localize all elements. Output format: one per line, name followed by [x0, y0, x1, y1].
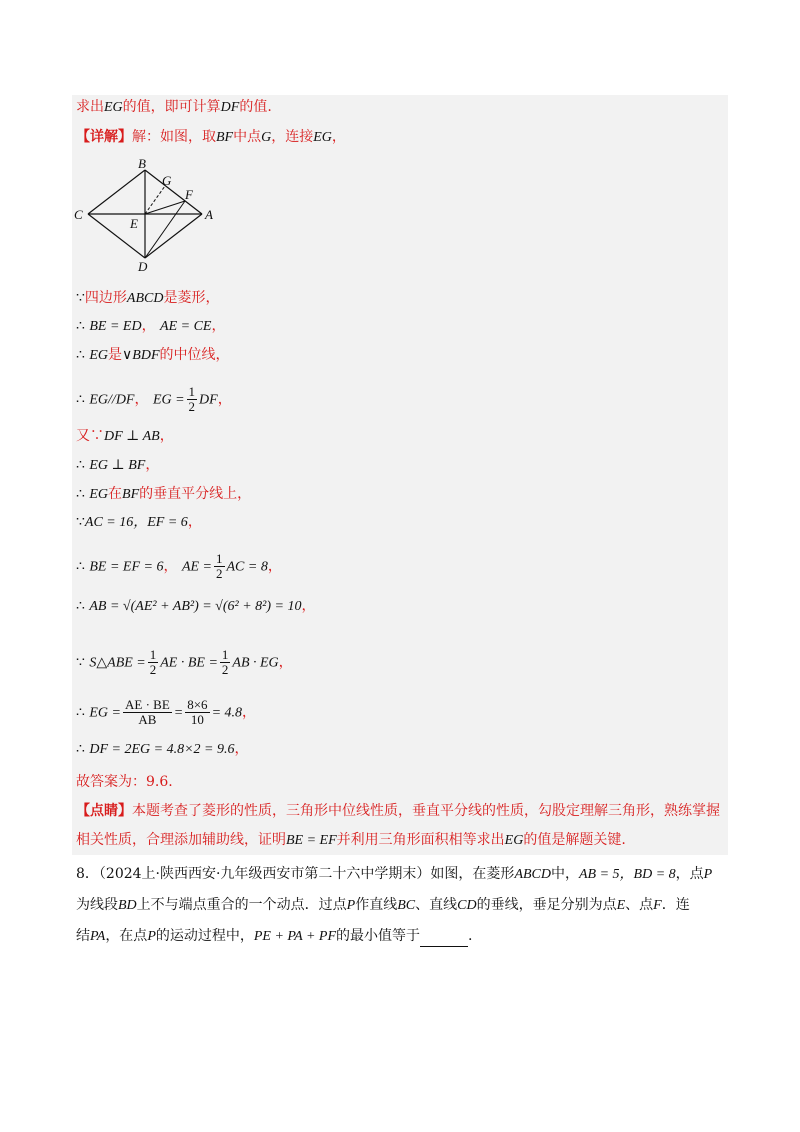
question-line-3: 结PA，在点P的运动过程中，PE + PA + PF的最小值等于 . [76, 926, 472, 947]
step-eg-value: ∴ EG = $\frac{AE \cdot BE}{AB}$ = $\frac{8\times 6}{10}$ = 4.8， [76, 697, 257, 727]
step-eg-parallel: ∴ EG//DF， EG = $\frac{1}{2}$ DF， [76, 384, 232, 414]
comment-line-2: 相关性质，合理添加辅助线，证明BE = EF并利用三角形面积相等求出EG的值是解题关键. [76, 832, 626, 848]
label-b: B [138, 158, 146, 171]
step-be-ae: ∴ BE = EF = 6， AE = $\frac{1}{2}$ AC = 8， [76, 551, 282, 581]
solution-intro-line: 求出EG的值，即可计算DF的值. [76, 99, 272, 115]
comment-tag: 【点睛】 [76, 803, 132, 819]
label-e: E [130, 216, 138, 231]
rhombus-figure [70, 158, 220, 273]
answer-line: 故答案为：9.6. [76, 774, 173, 790]
answer-blank[interactable] [420, 932, 468, 947]
label-g: G [162, 173, 172, 188]
label-f: F [185, 187, 193, 202]
detail-tag: 【详解】 [76, 129, 132, 145]
label-d: D [138, 259, 148, 273]
label-a: A [205, 207, 213, 222]
step-given: ∵AC = 16，EF = 6， [76, 514, 202, 530]
label-c: C [74, 207, 83, 222]
step-df-perp: 又∵DF ⊥ AB， [76, 428, 174, 444]
step-pythagoras: ∴ AB = √(AE² + AB²) = √(6² + 8²) = 10， [76, 598, 316, 614]
question-line-2: 为线段BD上不与端点重合的一个动点．过点P作直线BC、直线CD的垂线，垂足分别为点E、点F．连 [76, 897, 690, 913]
step-bisector: ∴ EG在BF的垂直平分线上， [76, 486, 252, 502]
question-line-1: 8．（2024上·陕西西安·九年级西安市第二十六中学期末）如图，在菱形ABCD中，AB = 5，BD = 8，点P [76, 866, 713, 882]
step-df-value: ∴ DF = 2EG = 4.8×2 = 9.6， [76, 741, 249, 757]
step-rhombus: ∵四边形ABCD是菱形， [76, 290, 220, 306]
detail-line: 【详解】解：如图，取BF中点G，连接EG， [76, 129, 346, 145]
step-area: ∵ S△ABE = $\frac{1}{2}$ AE · BE = $\frac{1}{2}$ AB · EG， [76, 647, 293, 677]
step-eg-perp: ∴ EG ⊥ BF， [76, 457, 160, 473]
step-midline: ∴ EG是∨BDF的中位线， [76, 347, 230, 363]
comment-line-1: 【点睛】本题考查了菱形的性质，三角形中位线性质，垂直平分线的性质，勾股定理解三角形，熟练掌握 [76, 803, 720, 819]
step-be-ed: ∴ BE = ED， AE = CE， [76, 318, 226, 334]
